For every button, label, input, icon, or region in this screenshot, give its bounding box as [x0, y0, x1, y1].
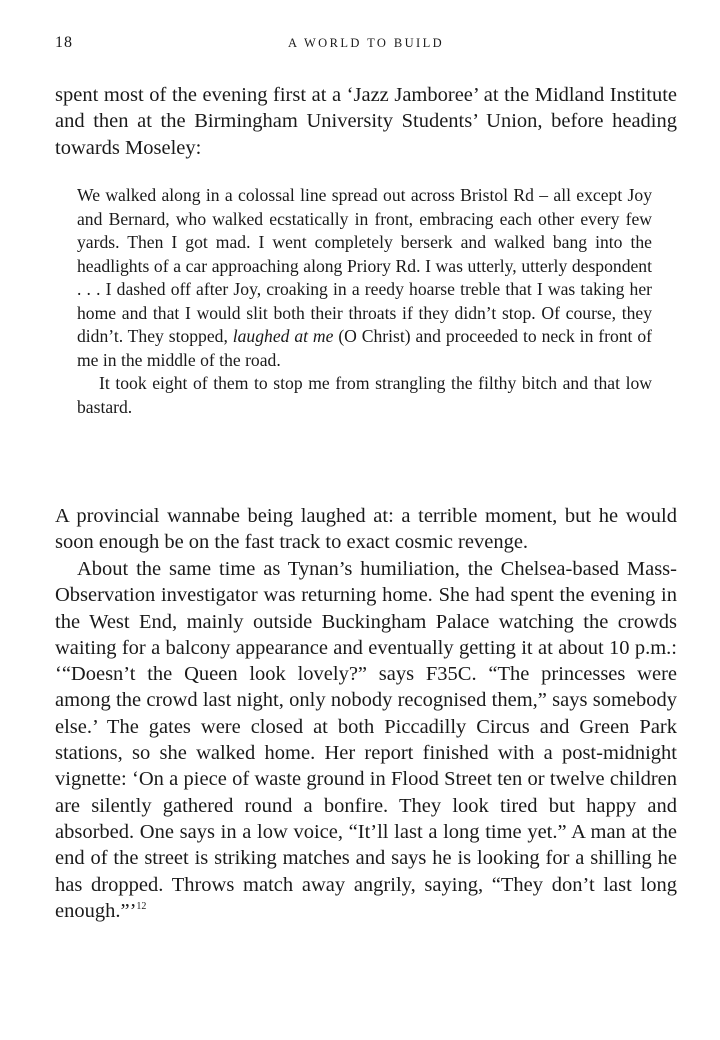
quote-text-after: (O Christ) and proceeded to neck in front of me in the middle of the road. [77, 326, 652, 370]
paragraph-mass-observation-text: About the same time as Tynan’s humiliation, the Chelsea-based Mass-Observation investigator was returning home. She had spent the evening in the West End, mainly outside Buckingham Palace watching the crowds waiting for a balcony appearance and eventually getting it at about 10 p.m.: ‘“Doesn’t the Queen look lovely?” says F35C. “The princesses were among the crowd last night, only nobody recognised them,” says somebody else.’ The gates were closed at both Piccadilly Circus and Green Park stations, so she walked home. Her report finished with a post-midnight vignette: ‘On a piece of waste ground in Flood Street ten or twelve children are silently gathered round a bonfire. They look tired but happy and absorbed. One says in a low voice, “It’ll last a long time yet.” A man at the end of the street is striking matches and says he is looking for a shilling he has dropped. Throws match away angrily, saying, “They don’t last long enough.”’ [55, 558, 677, 922]
quote-paragraph-2: It took eight of them to stop me from strangling the filthy bitch and that low bastard. [77, 373, 652, 417]
running-head: A WORLD TO BUILD [287, 36, 445, 50]
quote-paragraph-1 [77, 184, 652, 372]
paragraph-revenge: A provincial wannabe being laughed at: a terrible moment, but he would soon enough be on the fast track to exact cosmic revenge. [55, 505, 677, 554]
block-quote [77, 184, 652, 419]
footnote-reference: 12 [136, 901, 147, 913]
quote-italic-text: laughed at me [232, 326, 334, 346]
page-header [55, 34, 677, 54]
page-number: 18 [55, 34, 73, 51]
paragraph-intro: spent most of the evening first at a ‘Jazz Jamboree’ at the Midland Institute and then at the Birmingham University Students’ Union, before heading towards Moseley: [55, 84, 677, 159]
quote-text-before: We walked along in a colossal line spread out across Bristol Rd – all except Joy and Bernard, who walked ecstatically in front, embracing each other every few yards. Then I got mad. I went completely berserk and walked bang into the headlights of a car approaching along Priory Rd. I was utterly, utterly despondent . . . I dashed off after Joy, croaking in a reedy hoarse treble that I was taking her home and that I would slit both their throats if they didn’t stop. Of course, they didn’t. They stopped, [77, 185, 652, 346]
paragraph-mass-observation [55, 556, 677, 924]
